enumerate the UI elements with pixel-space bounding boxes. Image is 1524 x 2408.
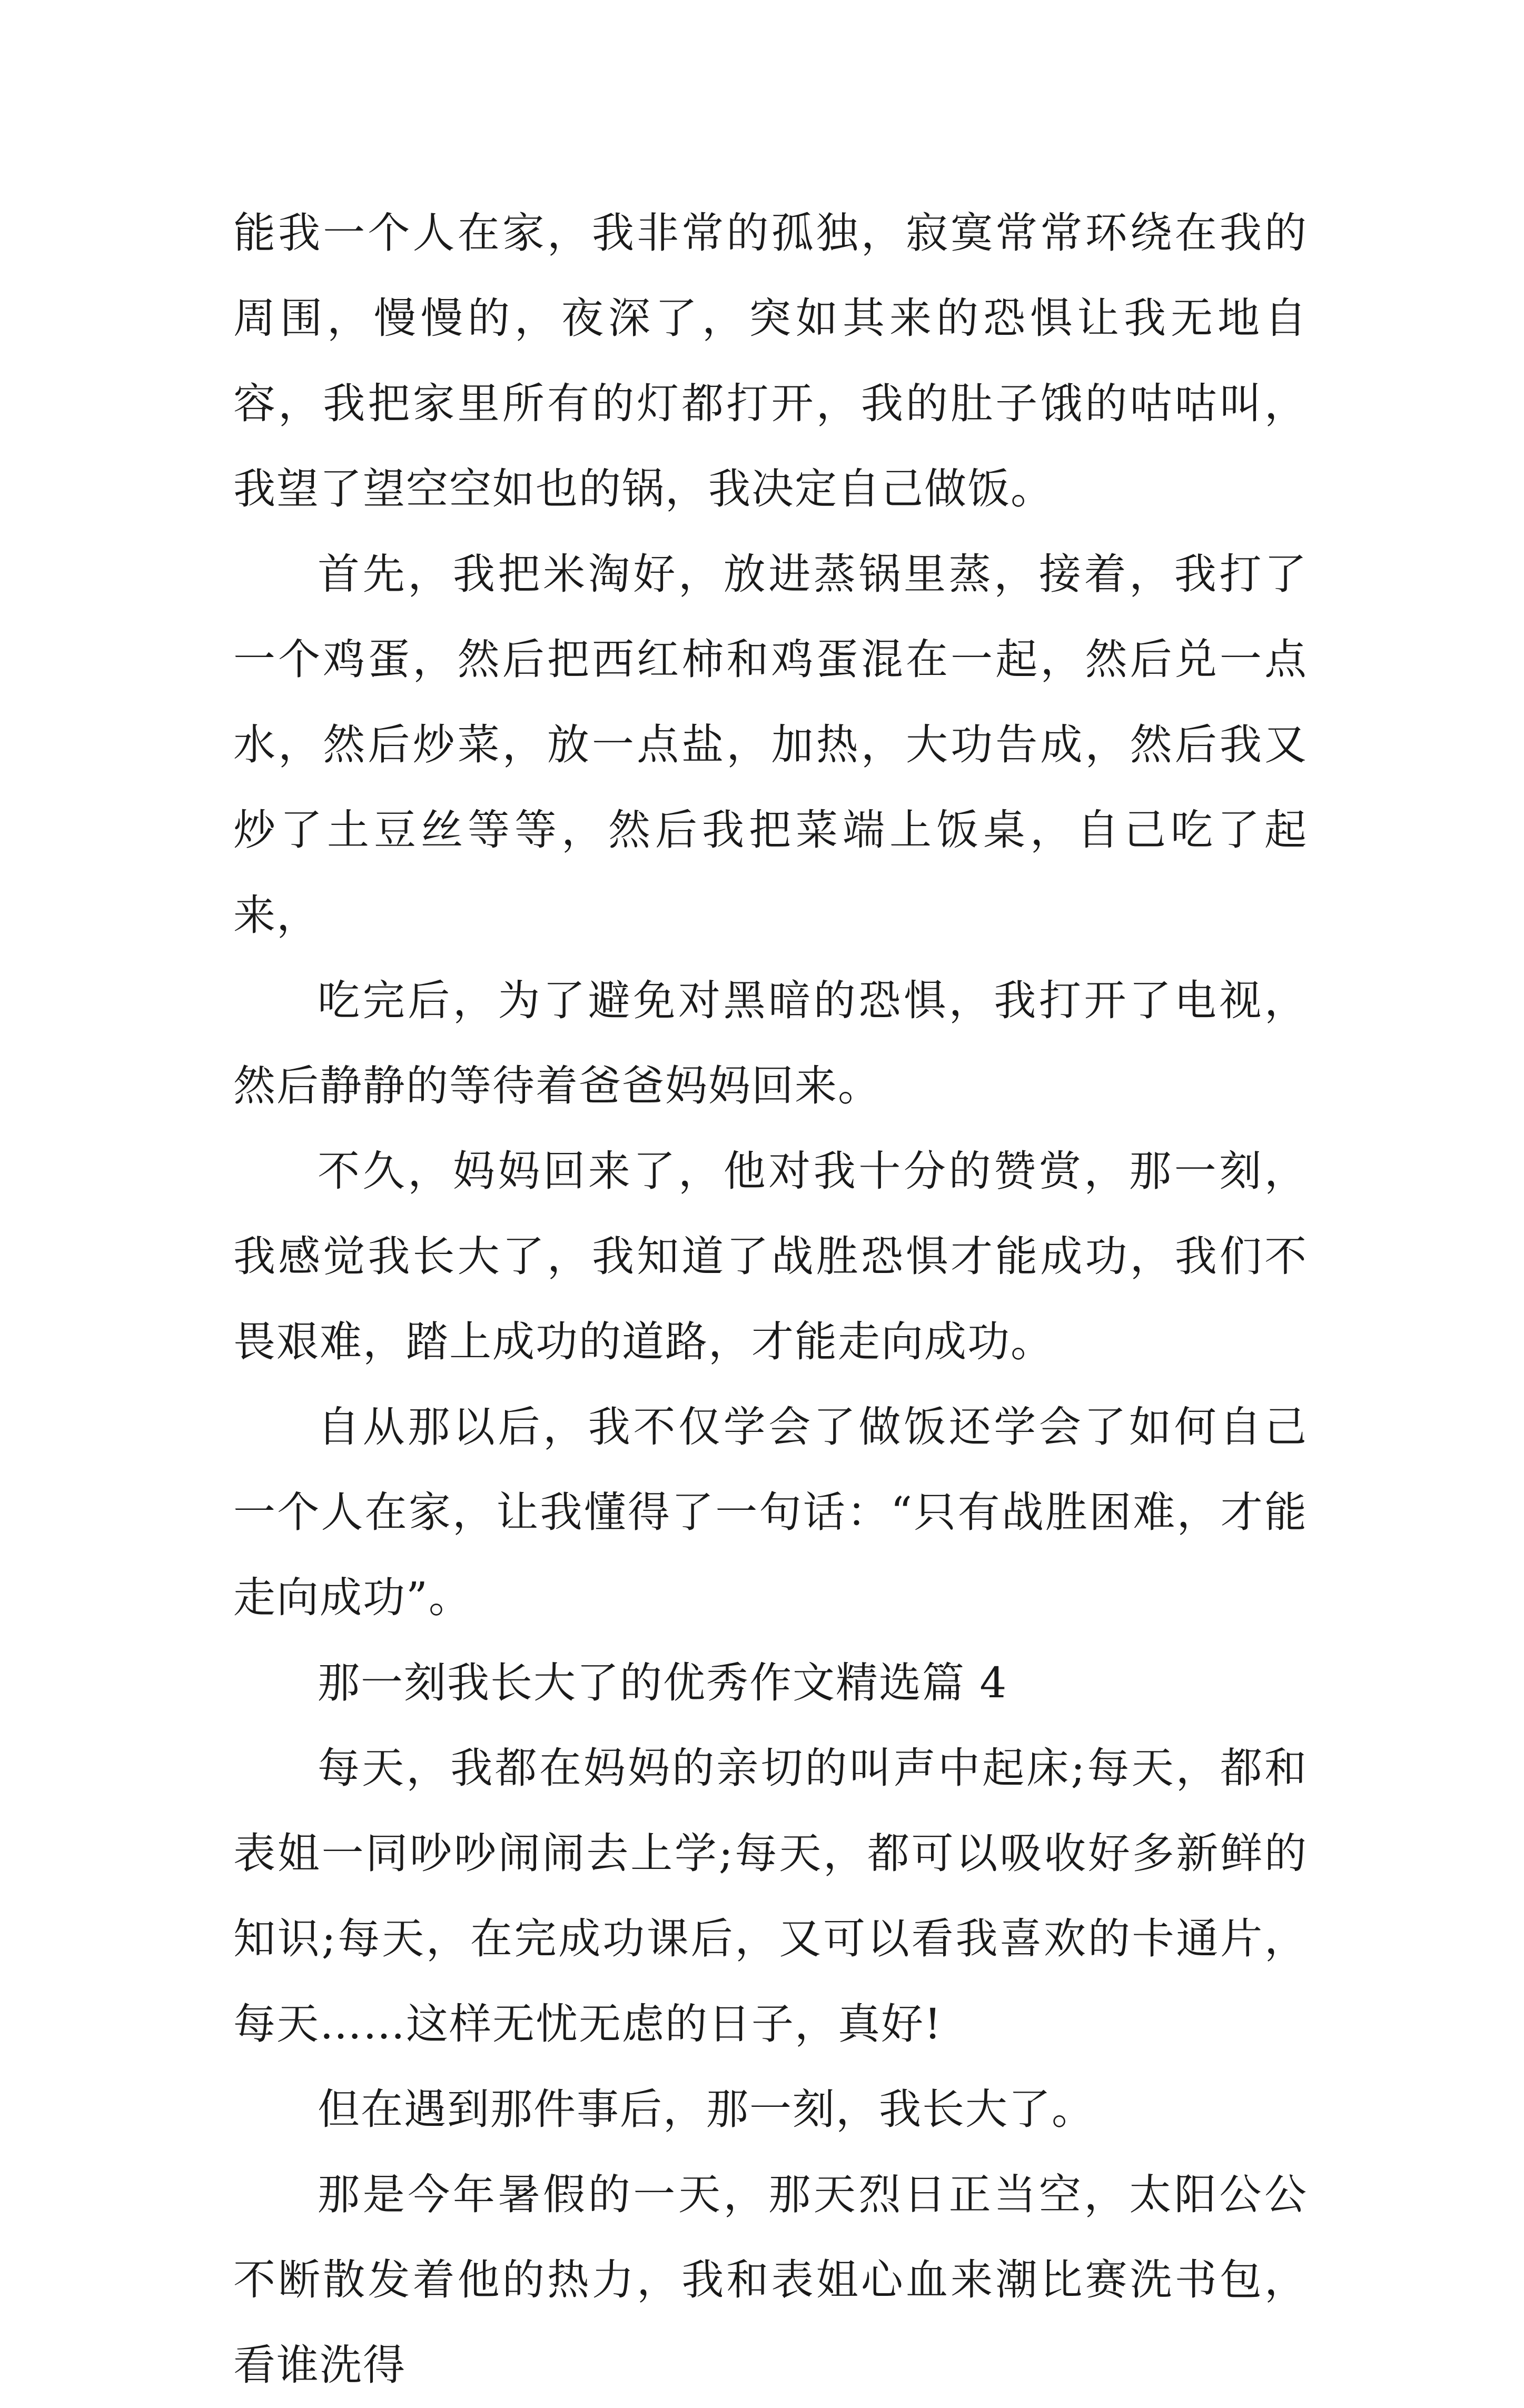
document-body [233, 191, 1308, 2408]
paragraph: 不久，妈妈回来了，他对我十分的赞赏，那一刻，我感觉我长大了，我知道了战胜恐惧才能成功，我们不畏艰难，踏上成功的道路，才能走向成功。 [233, 1147, 1308, 1366]
paragraph: 自从那以后，我不仅学会了做饭还学会了如何自己一个人在家，让我懂得了一句话：“只有战胜困难，才能走向成功”。 [233, 1402, 1308, 1622]
paragraph: 但在遇到那件事后，那一刻，我长大了。 [318, 2085, 1095, 2134]
paragraph-continued: 能我一个人在家，我非常的孤独，寂寞常常环绕在我的周围，慢慢的，夜深了，突如其来的恐惧让我无地自容，我把家里所有的灯都打开，我的肚子饿的咕咕叫，我望了望空空如也的锅，我决定自己做饭。 [233, 208, 1308, 513]
paragraph: 每天，我都在妈妈的亲切的叫声中起床;每天，都和表姐一同吵吵闹闹去上学;每天，都可以吸收好多新鲜的知识;每天，在完成功课后，又可以看我喜欢的卡通片，每天……这样无忧无虑的日子，真好! [233, 1744, 1308, 2048]
paragraph: 那是今年暑假的一天，那天烈日正当空，太阳公公不断散发着他的热力，我和表姐心血来潮比赛洗书包，看谁洗得 [233, 2170, 1308, 2390]
paragraph: 首先，我把米淘好，放进蒸锅里蒸，接着，我打了一个鸡蛋，然后把西红柿和鸡蛋混在一起，然后兑一点水，然后炒菜，放一点盐，加热，大功告成，然后我又炒了土豆丝等等，然后我把菜端上饭桌，自己吃了起来， [233, 550, 1308, 940]
paragraph: 吃完后，为了避免对黑暗的恐惧，我打开了电视，然后静静的等待着爸爸妈妈回来。 [233, 976, 1308, 1110]
section-heading: 那一刻我长大了的优秀作文精选篇 4 [318, 1658, 1008, 1707]
